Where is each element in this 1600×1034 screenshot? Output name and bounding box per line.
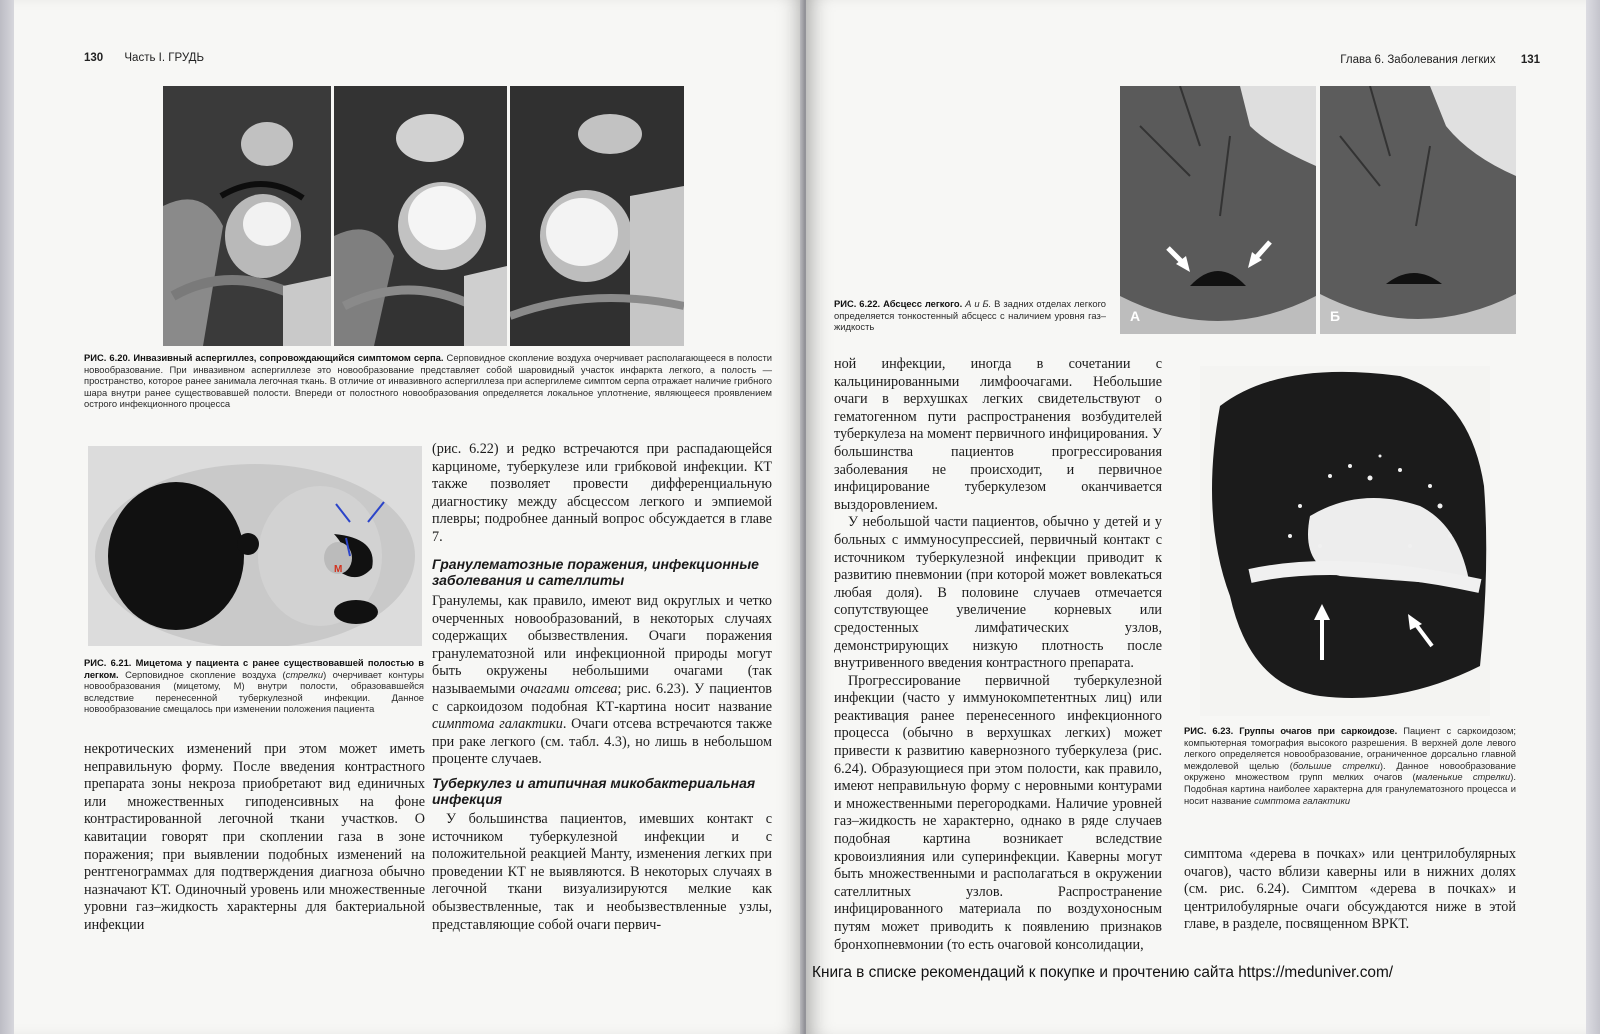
running-head-right: Глава 6. Заболевания легких bbox=[1340, 54, 1496, 66]
figure-6-22-caption bbox=[834, 298, 1106, 333]
page-number-right: 131 bbox=[1520, 54, 1540, 66]
term-seeding-foci: очагами отсева bbox=[520, 680, 618, 697]
left-page bbox=[14, 0, 804, 1034]
figure-6-20-panel-3 bbox=[510, 86, 684, 346]
heading-granuloma: Гранулематозные поражения, инфекционные заболевания и сателлиты bbox=[432, 556, 759, 588]
figure-6-20-title: РИС. 6.20. Инвазивный аспергиллез, сопровождающийся симптомом серпа. bbox=[84, 352, 444, 363]
figure-6-21-title: РИС. 6.21. Мицетома у пациента с ранее существовавшей полостью в легком. bbox=[84, 657, 424, 680]
right-page bbox=[806, 0, 1586, 1034]
page-edge-left bbox=[0, 0, 14, 1034]
right-col1-paragraph-1: ной инфекции, иногда в сочетании с кальцинированными лимфоочагами. Небольшие очаги в верхушках легких свидетельствуют о гематогенном пути распространения возбудителей туберкулеза на момент первичного инфицирования. У большинства пациентов прогрессирования заболевания не происходит, и первичное инфицирование туберкулезом оканчивается выздоровлением. bbox=[834, 356, 1162, 513]
left-col2-paragraph-2: Гранулемы, как правило, имеют вид округлых и четко очерченных новообразований, в некоторых случаях содержащих обызвествления. Очаги поражения гранулематозной или инфекционной природы могут быть окружены небольшими очагами (так называемыми очагами отсева; рис. 6.23). У пациентов с саркоидозом подобная КТ-картина носит название симптома галактики. Очаги отсева встречаются также при раке легкого (см. табл. 4.3), но лишь в небольшом проценте случаев. bbox=[432, 593, 772, 768]
right-col2-paragraph: симптома «дерева в почках» или центрилобулярных очагов), часто вблизи каверны или в нижних долях (см. рис. 6.24). Симптом «дерева в почках» и центрилобулярные очаги обсуждаются ниже в этой главе, в разделе, посвященном ВРКТ. bbox=[1184, 846, 1516, 933]
term-galaxy-sign-caption: симптома галактики bbox=[1254, 794, 1351, 806]
left-col2-paragraph-3: У большинства пациентов, имевших контакт с источником туберкулезной инфекции и с положительной реакцией Манту, изменения легких при проведении КТ не выявляются. В некоторых случаях в легочной ткани визуализируются мелкие как обызвествленные, так и необызвествленные узлы, представляющие собой очаги первич- bbox=[432, 811, 772, 933]
right-running-head bbox=[1306, 54, 1540, 66]
term-big-arrows: большие стрелки bbox=[1292, 759, 1380, 771]
figure-6-21-text-2: ) очерчивает контуры новообразования (мицетому, М) внутри полости, образовавшейся вследствие перенесенной туберкулезной инфекции. Данное новообразование смещалось при изменении положения пациента bbox=[84, 668, 425, 715]
panel-label-a: А bbox=[1130, 308, 1141, 324]
left-column-2-middle bbox=[432, 593, 772, 769]
figure-6-21-italic: стрелки bbox=[285, 668, 324, 680]
left-column-2-bottom bbox=[432, 811, 772, 934]
term-galaxy-sign: симптома галактики bbox=[432, 716, 563, 733]
term-small-arrows: маленькие стрелки bbox=[1415, 771, 1511, 783]
left-column-2-top bbox=[432, 441, 772, 547]
mycetoma-label: М bbox=[334, 564, 343, 575]
running-head-left: Часть I. ГРУДЬ bbox=[124, 52, 205, 64]
figure-6-23-caption: РИС. 6.23. Группы очагов при саркоидозе. Пациент с саркоидозом; компьютерная томография высокого разрешения. В верхней доле левого легкого определяется новообразование, ограниченное дорсально главной междолевой щелью (большие стрелки). Данное новообразование окружено множеством групп мелких очагов (маленькие стрелки). Подобная картина наиболее характерна для гранулематозного процесса и носит название симптома галактики bbox=[1184, 725, 1517, 806]
figure-6-22-italic: А и Б. bbox=[965, 298, 992, 309]
figure-6-21-caption bbox=[84, 657, 424, 715]
left-running-head bbox=[84, 52, 204, 64]
figure-6-20-caption bbox=[84, 352, 772, 410]
left-col2-paragraph-1: (рис. 6.22) и редко встречаются при распадающейся карциноме, туберкулезе или грибковой инфекции. КТ также позволяет провести дифференциальную диагностику между абсцессом легкого и эмпиемой плевры; подробнее данный вопрос обсуждается в главе 7. bbox=[432, 441, 772, 545]
figure-6-22-title: РИС. 6.22. Абсцесс легкого. bbox=[834, 298, 963, 309]
page-number-left: 130 bbox=[84, 52, 104, 64]
figure-6-23-image bbox=[1200, 366, 1490, 716]
figure-6-22-panel-a bbox=[1120, 86, 1316, 334]
figure-6-23-title: РИС. 6.23. Группы очагов при саркоидозе. bbox=[1184, 725, 1398, 736]
right-col1-paragraph-2: У небольшой части пациентов, обычно у детей и у больных с иммуносупрессией, первичный контакт с источником туберкулезной инфекции приводит к развитию пневмонии (при которой может вовлекаться любая доля). В половине случаев отмечается сопутствующее увеличение корневых или средостенных лимфатических узлов, демонстрирующих низкую плотность после внутривенного введения контрастного препарата. bbox=[834, 514, 1162, 672]
right-column-2-text bbox=[1184, 846, 1516, 934]
figure-6-22-text: В задних отделах легкого определяется тонкостенный абсцесс с наличием уровня газ–жидкость bbox=[834, 298, 1107, 333]
panel-label-b: Б bbox=[1330, 308, 1341, 324]
watermark-text: Книга в списке рекомендаций к покупке и прочтению сайта https://meduniver.com/ bbox=[812, 964, 1394, 981]
figure-6-20-panel-2 bbox=[334, 86, 507, 346]
left-col1-paragraph: некротических изменений при этом может иметь неправильную форму. После введения контрастного препарата зоны некроза приобретают вид единичных или множественных гиподенсивных на фоне контрастированной легочной ткани участков. О кавитации говорят при скоплении газа в зоне поражения; при выявлении подобных изменений на рентгенограммах для подтверждения диагноза обычно назначают КТ. Одиночный уровень или множественные уровни газ–жидкость характерны для бактериальной инфекции bbox=[84, 741, 425, 933]
page-edge-right bbox=[1586, 0, 1600, 1034]
figure-6-20-panel-1 bbox=[163, 86, 331, 346]
figure-6-21-text-1: Серповидное скопление воздуха ( bbox=[125, 668, 286, 680]
left-column-1-text bbox=[84, 741, 425, 935]
figure-6-22-panel-b bbox=[1320, 86, 1516, 334]
heading-tuberculosis: Туберкулез и атипичная микобактериальная инфекция bbox=[432, 775, 756, 807]
figure-6-20-text: Серповидное скопление воздуха очерчивает располагающееся в полости новообразование. При инвазивном аспергиллезе это новообразование представляет собой шаровидный участок инфаркта легкого, а полость — пространство, которое ранее занимала легочная ткань. В отличие от инвазивного аспергиллеза при аспергилеме симптом серпа отражает наличие грибного шара внутри ранее существовавшей полости. Впереди от полостного новообразования определяется локальное уплотнение, являющееся проявлением острого инфекционного процесса bbox=[84, 352, 773, 410]
right-col1-paragraph-3: Прогрессирование первичной туберкулезной инфекции (часто у иммунокомпетентных лиц) или реактивация ранее перенесенного инфекционного процесса (обычно в верхушках легких) может привести к развитию кавернозного туберкулеза (рис. 6.24). Образующиеся при этом полости, как правило, имеют неправильную форму с неровными контурами и множественными перегородками. Наличие уровней газ–жидкость не характерно, однако в ряде случаев подобная картина возникает вследствие кровоизлияния или суперинфекции. Каверны могут быть множественными и располагаться в окружении сателлитных узлов. Распространение инфицированного материала по воздухоносным путям может приводить к появлению признаков бронхопневмонии (то есть очаговой консолидации, bbox=[834, 672, 1162, 953]
figure-6-21-image bbox=[88, 446, 422, 646]
right-column-1-text bbox=[834, 356, 1162, 954]
